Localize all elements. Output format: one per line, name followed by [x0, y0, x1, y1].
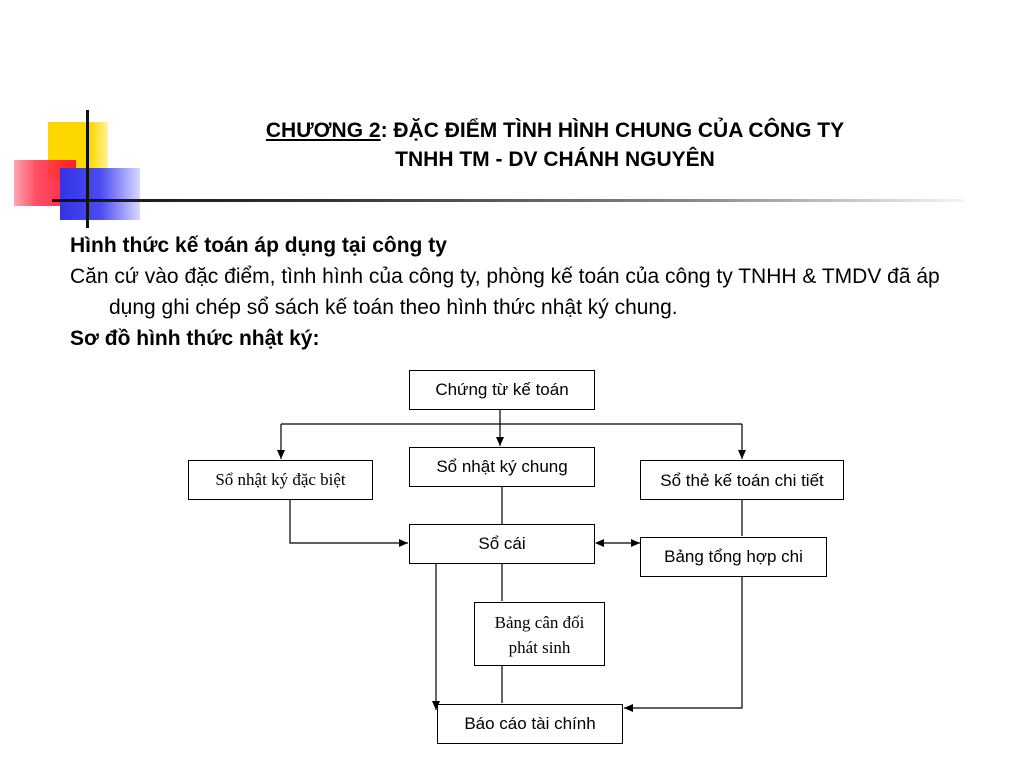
- diagram-heading: Sơ đồ hình thức nhật ký:: [70, 327, 320, 350]
- title-line2: TNHH TM - DV CHÁNH NGUYÊN: [395, 148, 715, 171]
- conn-dac-biet-to-so-cai: [290, 499, 408, 543]
- box-chung-tu-ke-toan: Chứng từ kế toán: [409, 370, 595, 410]
- box-bang-can-doi-phat-sinh: Bảng cân đối phát sinh: [474, 602, 605, 666]
- box-so-the-ke-toan-chi-tiet: Sổ thẻ kế toán chi tiết: [640, 460, 844, 500]
- title-line1: : ĐẶC ĐIỂM TÌNH HÌNH CHUNG CỦA CÔNG TY: [380, 119, 845, 142]
- conn-tong-hop-to-bao-cao: [624, 576, 742, 708]
- chapter-label: CHƯƠNG 2: [265, 119, 381, 142]
- section-paragraph: Căn cứ vào đặc điểm, tình hình của công ty, phòng kế toán của công ty TNHH & TMDV đã áp dụng ghi chép sổ sách kế toán theo hình thức nhật ký chung.: [70, 265, 940, 319]
- box-so-nhat-ky-chung: Sổ nhật ký chung: [409, 447, 595, 487]
- box-bang-tong-hop-chi: Bảng tổng hợp chi: [640, 537, 827, 577]
- box-so-nhat-ky-dac-biet: Sổ nhật ký đặc biệt: [188, 460, 373, 500]
- box-bao-cao-tai-chinh: Báo cáo tài chính: [437, 704, 623, 744]
- section-heading: Hình thức kế toán áp dụng tại công ty: [70, 234, 447, 257]
- box-so-cai: Sổ cái: [409, 524, 595, 564]
